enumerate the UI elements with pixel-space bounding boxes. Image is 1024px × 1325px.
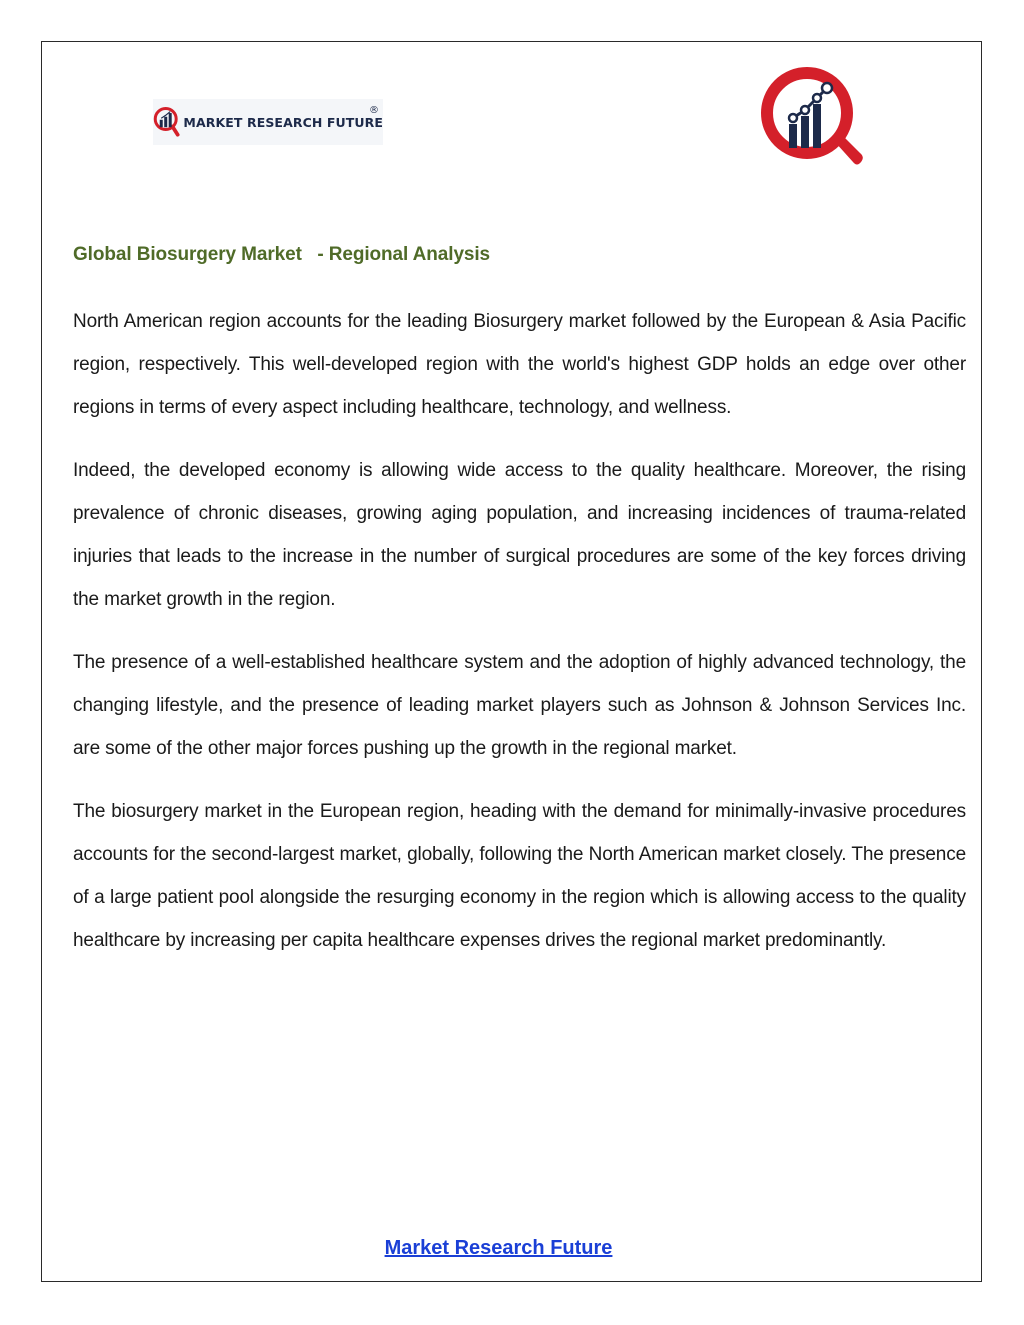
paragraph: The biosurgery market in the European region, heading with the demand for minimally-invasive procedures accounts for the second-largest market, globally, following the North American market closely. The presence of a large patient pool alongside the resurging economy in the region which is allowing access to the quality healthcare by increasing per capita healthcare expenses drives the regional market predominantly. bbox=[73, 801, 966, 951]
brand-logo-text: MARKET RESEARCH FUTURE bbox=[183, 114, 383, 130]
paragraph: North American region accounts for the leading Biosurgery market followed by the European & Asia Pacific region, respectively. This well-developed region with the world's highest GDP holds an edge over other regions in terms of every aspect including healthcare, technology, and wellness. bbox=[73, 311, 966, 418]
paragraph: Indeed, the developed economy is allowing wide access to the quality healthcare. Moreover, the rising prevalence of chronic diseases, growing aging population, and increasing incidences of trauma-related injuries that leads to the increase in the number of surgical procedures are some of the key forces driving the market growth in the region. bbox=[73, 460, 966, 610]
paragraph: The presence of a well-established healthcare system and the adoption of highly advanced technology, the changing lifestyle, and the presence of leading market players such as Johnson & Johnson Services Inc. are some of the other major forces pushing up the growth in the regional market. bbox=[73, 652, 966, 759]
magnifier-bar-chart-icon bbox=[153, 101, 181, 143]
footer bbox=[0, 1237, 1024, 1260]
footer-link[interactable]: Market Research Future bbox=[384, 1237, 613, 1259]
brand-emblem-icon bbox=[757, 66, 867, 170]
document-title: Global Biosurgery Market - Regional Analysis bbox=[73, 244, 491, 265]
document-body bbox=[73, 300, 966, 982]
brand-logo bbox=[153, 99, 383, 145]
registered-mark: ® bbox=[369, 105, 379, 116]
